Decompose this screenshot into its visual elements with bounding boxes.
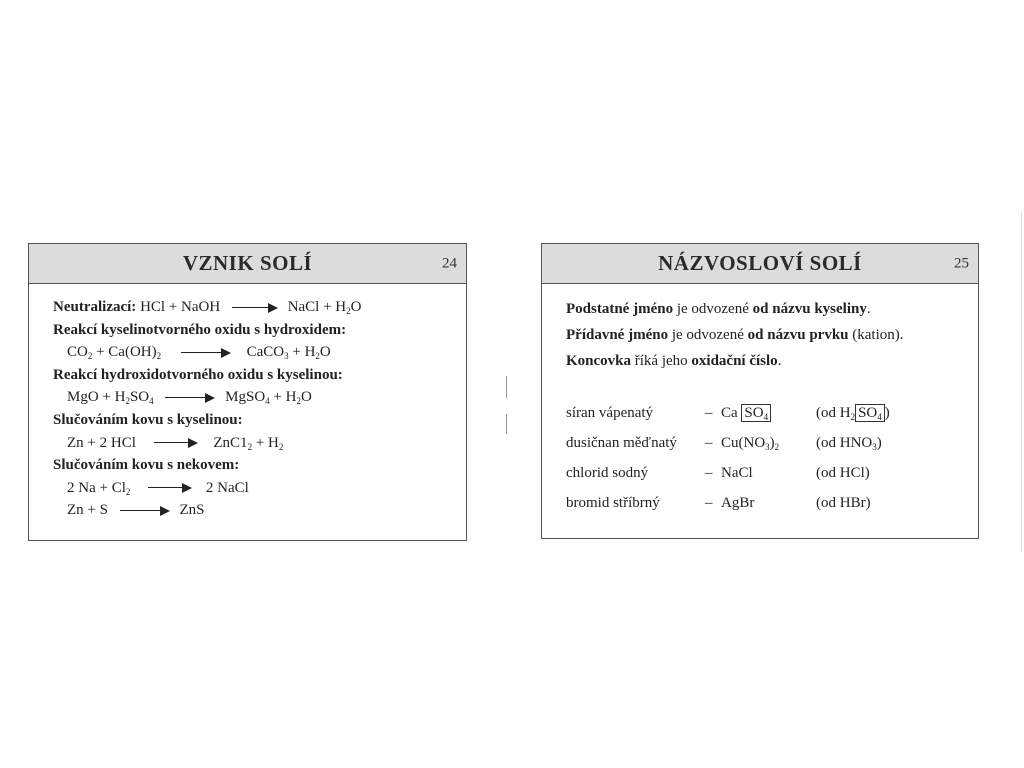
salt-list	[566, 398, 958, 518]
eq-lhs: HCl + NaOH	[140, 299, 221, 315]
equation-metal-nonmetal-1	[53, 477, 444, 500]
equation-neutralization	[53, 296, 444, 319]
salt-formula: $Cu(NO_3)_2$	[721, 435, 780, 452]
acid-origin: (od $H_2$ $SO_4$ )	[816, 405, 890, 422]
eq-rhs: MgSO$_4$ + $H_2O$	[225, 389, 312, 407]
acid-origin: (od HCl)	[816, 465, 870, 481]
eq-lhs: 2 $Na + Cl_2$	[67, 479, 131, 497]
intro-text	[566, 296, 958, 374]
eq-lhs: Zn + S	[67, 502, 108, 519]
anion-box: $SO_4$	[855, 404, 885, 422]
salt-formula: Ca $SO_4$	[721, 398, 816, 428]
page-number: 24	[442, 255, 457, 271]
salt-formula: NaCl	[721, 465, 753, 481]
card-header	[29, 244, 466, 284]
acid-origin: (od HBr)	[816, 495, 871, 511]
card-nazvoslovi-soli	[541, 243, 979, 539]
equation-metal-acid	[53, 432, 444, 455]
list-item: dusičnan měďnatý – $Cu(NO_3)_2$ (od $HNO_3$)	[566, 428, 958, 458]
list-item: chlorid sodný – NaCl (od HCl)	[566, 458, 958, 488]
reaction-arrow-icon	[148, 483, 192, 493]
scan-mark	[506, 376, 507, 398]
eq-rhs: CaCO$_3$ + $H_2O$	[246, 344, 331, 362]
equation-acid-oxide	[53, 341, 444, 364]
eq-rhs: 2 NaCl	[205, 479, 249, 496]
anion-box: $SO_4$	[741, 404, 771, 422]
reaction-arrow-icon	[120, 506, 170, 516]
reaction-arrow-icon	[165, 393, 215, 403]
reaction-arrow-icon	[232, 303, 278, 313]
heading-metal-nonmetal: Slučováním kovu s nekovem:	[53, 457, 240, 474]
rule-line-1: Podstatné jméno je odvozené od názvu kyseliny.	[566, 301, 871, 317]
list-item: síran vápenatý – Ca $SO_4$ (od $H_2$ $SO_4$ )	[566, 398, 958, 428]
page-number: 25	[954, 255, 969, 271]
heading-metal-acid: Slučováním kovu s kyselinou:	[53, 411, 243, 428]
heading-neutralization: Neutralizací:	[53, 299, 137, 315]
eq-rhs: ZnS	[179, 502, 205, 519]
card-vznik-soli	[28, 243, 467, 541]
eq-rhs: NaCl + $H_2O$	[287, 299, 362, 316]
rule-line-2: Přídavné jméno je odvozené od názvu prvku (kation).	[566, 327, 904, 343]
card-body	[29, 284, 466, 522]
salt-formula: AgBr	[721, 495, 755, 511]
scan-mark	[506, 414, 507, 434]
list-item: bromid stříbrný – AgBr (od HBr)	[566, 488, 958, 518]
card-header	[542, 244, 978, 284]
eq-rhs: $ZnC1_2 + H_2$	[213, 434, 284, 452]
equation-basic-oxide	[53, 386, 444, 409]
eq-lhs: Zn + 2 HCl	[67, 434, 136, 451]
card-title: VZNIK SOLÍ	[182, 251, 313, 275]
reaction-arrow-icon	[154, 438, 198, 448]
acid-origin: (od $HNO_3$)	[816, 435, 882, 452]
eq-lhs: MgO + $H_2SO_4$	[67, 389, 154, 407]
card-body	[542, 284, 978, 518]
eq-lhs: $CO_2 + Ca(OH)_2$	[67, 344, 162, 362]
equation-metal-nonmetal-2	[53, 499, 444, 522]
heading-acid-oxide: Reakcí kyselinotvorného oxidu s hydroxidem:	[53, 321, 347, 338]
heading-basic-oxide: Reakcí hydroxidotvorného oxidu s kyselinou:	[53, 366, 343, 383]
reaction-arrow-icon	[181, 348, 231, 358]
card-title: NÁZVOSLOVÍ SOLÍ	[658, 251, 862, 275]
scan-edge	[1021, 212, 1022, 552]
rule-line-3: Koncovka říká jeho oxidační číslo.	[566, 353, 782, 369]
